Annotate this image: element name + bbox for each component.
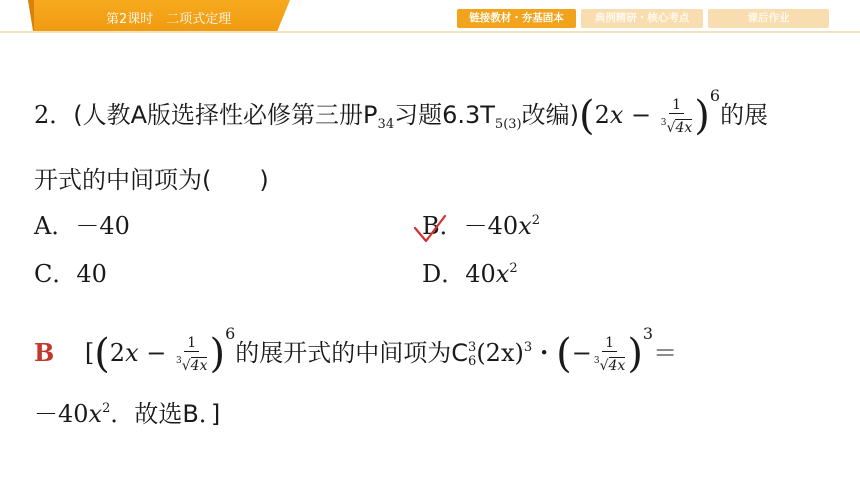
source-mid: 习题6.3T bbox=[394, 101, 495, 129]
solution-open-bracket: [ bbox=[84, 339, 95, 367]
option-c[interactable] bbox=[34, 254, 107, 289]
header-bar bbox=[0, 0, 860, 34]
sol2-open-paren: ( bbox=[556, 331, 572, 377]
question-stem-line2: 开式的中间项为( ) bbox=[34, 166, 269, 194]
frac-denominator bbox=[661, 114, 692, 137]
solution-line1 bbox=[34, 324, 677, 377]
sol-expr-var: x bbox=[125, 339, 139, 367]
sol-neg: − bbox=[571, 339, 592, 367]
option-c-value: 40 bbox=[76, 260, 107, 288]
source-exercise: 5(3) bbox=[494, 117, 522, 132]
sol-expr-coef: 2 bbox=[109, 339, 126, 367]
root-body: 4x bbox=[675, 119, 693, 136]
answer-letter: B bbox=[34, 338, 55, 367]
option-b-var: x bbox=[518, 212, 532, 240]
option-d-label: D． bbox=[422, 260, 466, 288]
sol2-radical-icon: √ bbox=[599, 357, 609, 374]
option-a[interactable] bbox=[34, 206, 130, 241]
stem-tail: 的展 bbox=[720, 101, 769, 129]
sol2-frac-denominator bbox=[594, 352, 625, 375]
option-a-label: A． bbox=[34, 212, 76, 240]
sol2-close-paren: ) bbox=[627, 331, 643, 377]
question-stem-line1 bbox=[34, 86, 768, 139]
sol-result-var: x bbox=[88, 400, 103, 428]
question-number: 2． bbox=[34, 101, 74, 129]
sol2-root-index: 3 bbox=[593, 355, 600, 366]
expr-minus: − bbox=[623, 101, 659, 129]
sol2-root-body: 4x bbox=[608, 357, 626, 374]
sol-dot: ・ bbox=[532, 339, 557, 367]
radical-icon: √ bbox=[666, 119, 676, 136]
lesson-title: 第2课时 二项式定理 bbox=[106, 12, 232, 27]
sol-middle-text: 的展开式的中间项为C bbox=[235, 339, 469, 367]
sol-equals: ＝ bbox=[653, 339, 678, 367]
sol-root-body: 4x bbox=[190, 357, 208, 374]
root-index: 3 bbox=[660, 117, 667, 128]
sol2-power: 3 bbox=[642, 324, 654, 343]
sol-expr-power: 6 bbox=[225, 324, 236, 343]
sol-expr-minus: − bbox=[138, 339, 174, 367]
option-b-label: B． bbox=[422, 212, 464, 240]
option-d-power: 2 bbox=[509, 261, 518, 276]
sol2-frac-numerator: 1 bbox=[602, 335, 617, 352]
source-page: 34 bbox=[377, 117, 395, 132]
solution-line2 bbox=[34, 394, 220, 429]
option-d-var: x bbox=[495, 260, 510, 288]
check-mark-icon bbox=[413, 214, 447, 244]
sol-root-index: 3 bbox=[176, 355, 182, 366]
close-paren: ) bbox=[694, 93, 710, 139]
option-a-value: －40 bbox=[75, 212, 130, 240]
sol-frac-denominator bbox=[176, 352, 207, 375]
sol2-fraction bbox=[594, 335, 625, 375]
sol-result-power: 2 bbox=[102, 401, 111, 416]
expr-power: 6 bbox=[709, 86, 721, 105]
source-suffix: 改编) bbox=[521, 101, 579, 129]
header-divider bbox=[0, 31, 860, 33]
expr-fraction bbox=[661, 97, 692, 137]
sol-fraction bbox=[176, 335, 207, 375]
frac-numerator: 1 bbox=[669, 97, 684, 114]
tab-key-points[interactable]: 典例精研・核心考点 bbox=[581, 9, 703, 28]
comb-top: 3 bbox=[468, 339, 477, 355]
lesson-tab-accent bbox=[28, 0, 34, 32]
option-c-label: C． bbox=[34, 260, 77, 288]
sol-term: (2x) bbox=[476, 339, 524, 367]
sol-conclusion: ．故选B．] bbox=[110, 400, 221, 428]
sol-radical-icon: √ bbox=[181, 357, 191, 374]
sol-close-paren: ) bbox=[209, 331, 226, 377]
sol-result-value: －40 bbox=[34, 400, 89, 428]
tab-homework[interactable]: 课后作业 bbox=[708, 9, 829, 28]
sol-open-paren: ( bbox=[94, 331, 110, 377]
comb-bottom: 6 bbox=[468, 353, 477, 369]
tab-textbook-basics[interactable]: 链接教材・夯基固本 bbox=[457, 9, 576, 28]
expr-var: x bbox=[609, 101, 624, 129]
option-b-value: －40 bbox=[463, 212, 519, 240]
option-d-value: 40 bbox=[465, 260, 496, 288]
open-paren: ( bbox=[578, 93, 595, 139]
sol-term-power: 3 bbox=[523, 340, 533, 355]
sol-frac-numerator: 1 bbox=[184, 335, 199, 352]
option-d[interactable] bbox=[422, 254, 518, 289]
option-b-power: 2 bbox=[531, 213, 541, 228]
source-prefix: (人教A版选择性必修第三册P bbox=[73, 101, 378, 129]
expr-coef: 2 bbox=[594, 101, 610, 129]
